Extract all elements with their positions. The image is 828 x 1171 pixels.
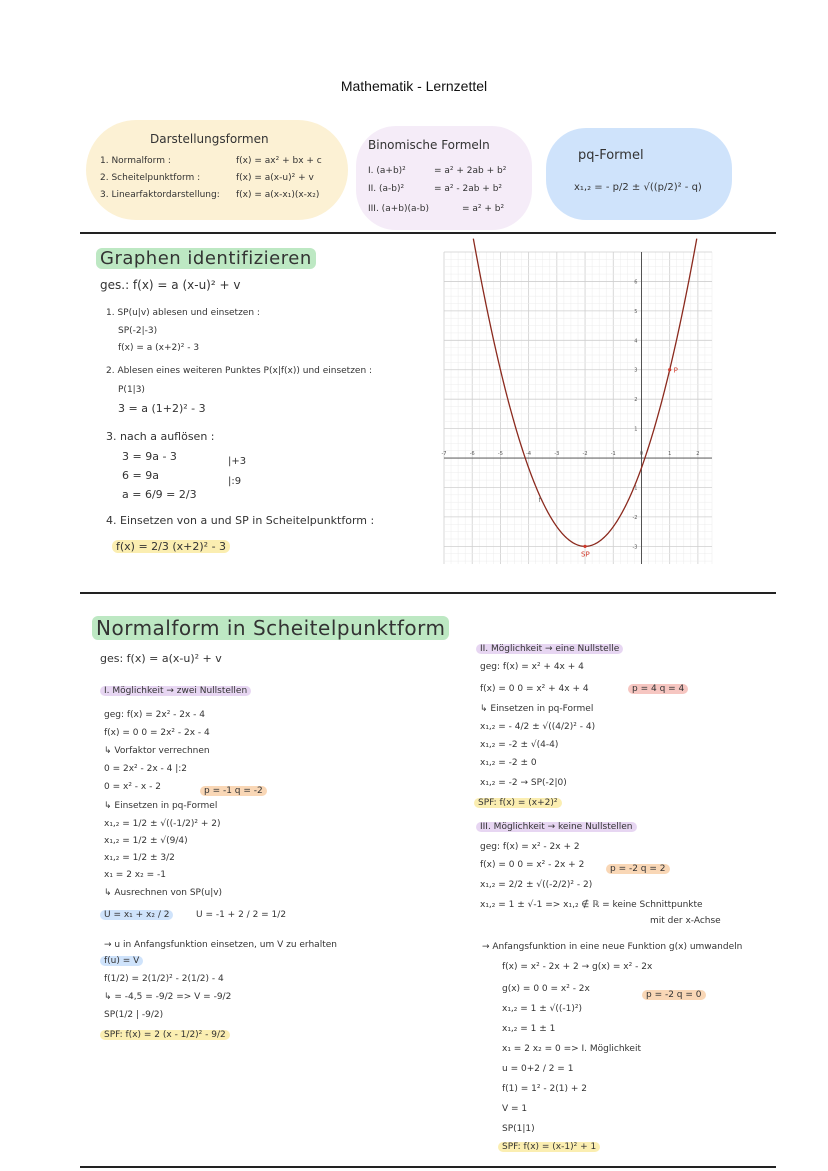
m2-pq: p = 4 q = 4 <box>628 684 688 694</box>
m3-line-4: mit der x-Achse <box>650 916 721 926</box>
point-label-p: P <box>673 366 678 375</box>
m1-line-11: U = -1 + 2 / 2 = 1/2 <box>196 910 287 920</box>
y-tick-label: -1 <box>632 485 638 492</box>
binom-1-label: I. (a+b)² <box>368 166 406 176</box>
divider-3 <box>80 1166 776 1168</box>
m3-line-5: → Anfangsfunktion in eine neue Funktion g(x) umwandeln <box>482 942 743 952</box>
x-tick-label: 2 <box>696 451 700 458</box>
m1-line-1: f(x) = 0 0 = 2x² - 2x - 4 <box>104 728 210 738</box>
m2-heading: II. Möglichkeit → eine Nullstelle <box>476 644 623 654</box>
x-tick-label: -1 <box>610 451 616 458</box>
graphen-side-2: |:9 <box>228 476 242 487</box>
normalform-formula: f(x) = ax² + bx + c <box>236 156 322 166</box>
point-label-sp: SP <box>581 550 590 559</box>
y-tick-label: 6 <box>634 279 638 286</box>
m3-line-10: x₁ = 2 x₂ = 0 => I. Möglichkeit <box>502 1044 641 1054</box>
m3-line-2: x₁,₂ = 2/2 ± √((-2/2)² - 2) <box>480 880 593 890</box>
m1-line-9: x₁ = 2 x₂ = -1 <box>104 870 166 880</box>
y-tick-label: -2 <box>632 514 638 521</box>
point-sp <box>583 545 586 548</box>
graphen-calc-2: 6 = 9a <box>122 469 159 482</box>
m1-line-10: ↳ Ausrechnen von SP(u|v) <box>104 888 223 898</box>
x-tick-label: -3 <box>554 451 560 458</box>
m2-line-4: x₁,₂ = -2 ± √(4-4) <box>480 740 559 750</box>
x-tick-label: -5 <box>497 451 503 458</box>
m2-line-1: f(x) = 0 0 = x² + 4x + 4 <box>480 684 589 694</box>
m3-line-12: f(1) = 1² - 2(1) + 2 <box>502 1084 587 1094</box>
m3-line-11: u = 0+2 / 2 = 1 <box>502 1064 574 1074</box>
m1-line-2: ↳ Vorfaktor verrechnen <box>104 746 210 756</box>
m3-line-14: SP(1|1) <box>502 1124 535 1134</box>
m1-line-14: ↳ = -4,5 = -9/2 => V = -9/2 <box>104 992 232 1002</box>
m3-line-8: x₁,₂ = 1 ± √((-1)²) <box>502 1004 583 1014</box>
y-tick-label: 5 <box>634 308 638 315</box>
m1-line-4: 0 = x² - x - 2 <box>104 782 161 792</box>
pq-formel-formula: x₁,₂ = - p/2 ± √((p/2)² - q) <box>574 182 702 193</box>
m3-line-7: g(x) = 0 0 = x² - 2x <box>502 984 590 994</box>
m3-pq-2: p = -2 q = 0 <box>642 990 706 1000</box>
normalform-ges: ges: f(x) = a(x-u)² + v <box>100 652 222 665</box>
m1-line-3: 0 = 2x² - 2x - 4 |:2 <box>104 764 188 774</box>
graphen-calc-3: a = 6/9 = 2/3 <box>122 488 197 501</box>
graphen-step-3: 3. nach a auflösen : <box>106 430 215 443</box>
m1-line-13: f(1/2) = 2(1/2)² - 2(1/2) - 4 <box>104 974 224 984</box>
graphen-side-1: |+3 <box>228 456 247 467</box>
point-p <box>668 368 671 371</box>
m3-heading: III. Möglichkeit → keine Nullstellen <box>476 822 637 832</box>
m1-line-8: x₁,₂ = 1/2 ± 3/2 <box>104 853 175 863</box>
y-tick-label: -3 <box>632 544 638 551</box>
m3-line-0: geg: f(x) = x² - 2x + 2 <box>480 842 580 852</box>
m3-line-13: V = 1 <box>502 1104 528 1114</box>
m2-line-5: x₁,₂ = -2 ± 0 <box>480 758 537 768</box>
binom-1-formula: = a² + 2ab + b² <box>434 166 507 176</box>
m1-line-5: ↳ Einsetzen in pq-Formel <box>104 801 218 811</box>
x-tick-label: -7 <box>441 451 447 458</box>
y-tick-label: 2 <box>634 397 638 404</box>
m1-line-0: geg: f(x) = 2x² - 2x - 4 <box>104 710 206 720</box>
y-tick-label: 3 <box>634 367 638 374</box>
parabola-chart <box>441 252 712 564</box>
m1-fu: f(u) = V <box>100 956 143 966</box>
y-tick-label: 4 <box>634 338 638 345</box>
binom-3-label: III. (a+b)(a-b) <box>368 204 429 214</box>
pq-formel-box <box>546 128 732 220</box>
linearfaktor-formula: f(x) = a(x-x₁)(x-x₂) <box>236 190 320 200</box>
x-tick-label: -4 <box>526 451 532 458</box>
normalform-heading: Normalform in Scheitelpunktform <box>92 616 449 640</box>
scheitelpunktform-label: 2. Scheitelpunktform : <box>100 173 201 183</box>
m2-spf: SPF: f(x) = (x+2)² <box>474 798 562 808</box>
m1-line-15: SP(1/2 | -9/2) <box>104 1010 164 1020</box>
m2-line-3: x₁,₂ = - 4/2 ± √((4/2)² - 4) <box>480 722 596 732</box>
m2-line-6: x₁,₂ = -2 → SP(-2|0) <box>480 778 567 788</box>
graphen-calc-1: 3 = 9a - 3 <box>122 450 177 463</box>
curve-label: f <box>538 497 541 505</box>
m1-u-formula: U = x₁ + x₂ / 2 <box>100 910 173 920</box>
m2-line-0: geg: f(x) = x² + 4x + 4 <box>480 662 584 672</box>
darstellungsformen-heading: Darstellungsformen <box>150 132 269 146</box>
page-title: Mathematik - Lernzettel <box>340 78 488 94</box>
graphen-result: f(x) = 2/3 (x+2)² - 3 <box>112 540 230 553</box>
y-tick-label: 1 <box>634 426 638 433</box>
graphen-heading: Graphen identifizieren <box>96 248 316 269</box>
m3-line-3: x₁,₂ = 1 ± √-1 => x₁,₂ ∉ ℝ = keine Schnittpunkte <box>480 900 703 910</box>
linearfaktor-label: 3. Linearfaktordarstellung: <box>100 190 220 200</box>
m1-line-6: x₁,₂ = 1/2 ± √((-1/2)² + 2) <box>104 819 221 829</box>
pq-formel-heading: pq-Formel <box>578 148 644 163</box>
graphen-f-sp: f(x) = a (x+2)² - 3 <box>118 343 200 353</box>
graphen-ges: ges.: f(x) = a (x-u)² + v <box>100 278 241 292</box>
binom-3-formula: = a² + b² <box>462 204 505 214</box>
m3-pq-1: p = -2 q = 2 <box>606 864 670 874</box>
graphen-equation-p: 3 = a (1+2)² - 3 <box>118 402 206 415</box>
m1-heading: I. Möglichkeit → zwei Nullstellen <box>100 686 251 696</box>
graphen-step-2: 2. Ablesen eines weiteren Punktes P(x|f(x)) und einsetzen : <box>106 366 373 376</box>
graphen-step-1: 1. SP(u|v) ablesen und einsetzen : <box>106 308 260 318</box>
graphen-step-4: 4. Einsetzen von a und SP in Scheitelpunktform : <box>106 514 375 527</box>
m3-spf: SPF: f(x) = (x-1)² + 1 <box>498 1142 600 1152</box>
m1-line-12: → u in Anfangsfunktion einsetzen, um V zu erhalten <box>104 940 337 950</box>
m3-line-9: x₁,₂ = 1 ± 1 <box>502 1024 556 1034</box>
binom-2-label: II. (a-b)² <box>368 184 405 194</box>
x-tick-label: 1 <box>668 451 672 458</box>
binom-2-formula: = a² - 2ab + b² <box>434 184 503 194</box>
binomische-heading: Binomische Formeln <box>368 138 490 152</box>
m3-line-1: f(x) = 0 0 = x² - 2x + 2 <box>480 860 585 870</box>
graphen-sp: SP(-2|-3) <box>118 326 158 336</box>
scheitelpunktform-formula: f(x) = a(x-u)² + v <box>236 173 314 183</box>
x-tick-label: -2 <box>582 451 588 458</box>
m1-line-7: x₁,₂ = 1/2 ± √(9/4) <box>104 836 188 846</box>
divider-1 <box>80 232 776 234</box>
m3-line-6: f(x) = x² - 2x + 2 → g(x) = x² - 2x <box>502 962 653 972</box>
x-tick-label: -6 <box>469 451 475 458</box>
m1-spf: SPF: f(x) = 2 (x - 1/2)² - 9/2 <box>100 1030 230 1040</box>
normalform-label: 1. Normalform : <box>100 156 171 166</box>
m1-pq: p = -1 q = -2 <box>200 786 267 796</box>
x-tick-label: 0 <box>639 451 644 458</box>
graphen-point-p: P(1|3) <box>118 385 145 395</box>
m2-line-2: ↳ Einsetzen in pq-Formel <box>480 704 594 714</box>
divider-2 <box>80 592 776 594</box>
